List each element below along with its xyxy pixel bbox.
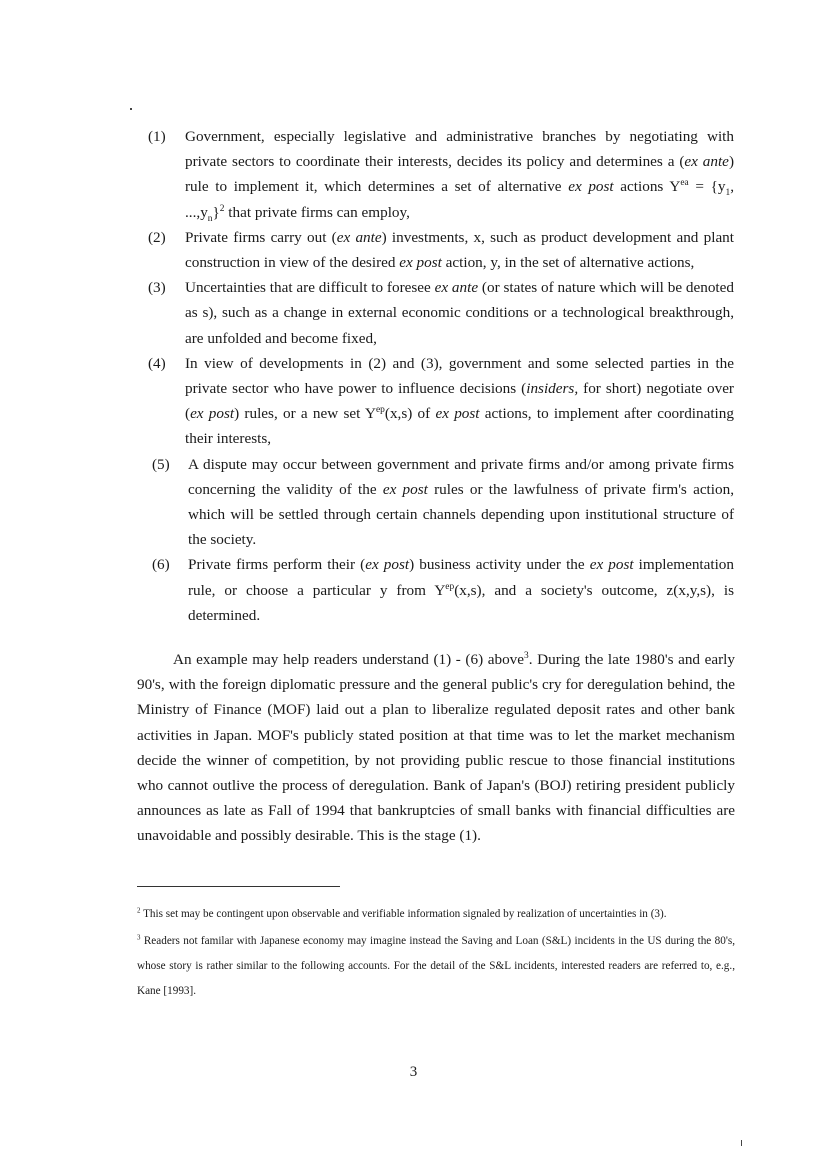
list-item xyxy=(140,124,734,225)
text-run: } xyxy=(212,203,220,221)
text-run: action, y, in the set of alternative actions, xyxy=(441,254,695,272)
footnote-text: This set may be contingent upon observable and verifiable information signaled by realization of uncertainties in (3). xyxy=(140,908,667,920)
text-run: for short) negotiate over ( xyxy=(185,380,734,423)
text-run: In view of developments in (2) and (3), government and some selected parties in the private sector who have power to influence decisions ( xyxy=(185,354,734,398)
scan-speck xyxy=(741,1140,742,1146)
superscript: ep xyxy=(376,405,385,416)
text-run: . During the late 1980's and early 90's, with the foreign diplomatic pressure and the general public's cry for deregulation behind, the Ministry of Finance (MOF) laid out a plan to liberalize regulated deposit rates and other bank activities in Japan. MOF's publicly stated position at that time was to let the market mechanism decide the winner of competition, by not providing public rescue to those financial institutions who cannot outlive the process of deregulation. Bank of Japan's (BOJ) retiring president publicly announces as late as Fall of 1994 that bankruptcies of small banks with financial difficulties are unavoidable and possibly desirable. This is the stage (1). xyxy=(137,651,735,845)
subscript: n xyxy=(207,213,213,224)
scan-speck xyxy=(130,108,132,110)
list-item-number: (4) xyxy=(148,354,166,372)
text-run: Private firms carry out ( xyxy=(185,228,337,246)
italic-term: ex post xyxy=(435,405,480,423)
italic-term: insiders, xyxy=(526,380,579,398)
italic-term: ex ante xyxy=(434,279,479,297)
text-run: implementation rule, or choose a particular y from Y xyxy=(188,556,734,599)
list-item xyxy=(140,552,734,628)
footnote-text: Readers not familar with Japanese economy may imagine instead the Saving and Loan (S&L) incidents in the US during the 80's, whose story is rather similar to the following accounts. For the detail of the S&L incidents, interested readers are referred to, e.g., Kane [1993]. xyxy=(137,935,735,997)
text-run: Government, especially legislative and administrative branches by negotiating with private sectors to coordinate their interests, decides its policy and determines a ( xyxy=(185,128,734,171)
page-number: 3 xyxy=(409,1064,418,1080)
list-item xyxy=(140,452,734,553)
text-run: (or states of nature which will be denoted as s), such as a change in external economic conditions or a technological breakthrough, are unfolded and become fixed, xyxy=(185,279,734,347)
footnote-separator xyxy=(137,886,340,887)
italic-term: ex post xyxy=(190,405,235,423)
list-item xyxy=(140,275,734,351)
text-run: ) rule to implement it, which determines a set of alternative xyxy=(185,153,734,196)
italic-term: ex post xyxy=(365,556,410,574)
footnote-mark: 3 xyxy=(137,933,141,942)
list-item-number: (6) xyxy=(152,556,170,574)
text-run: that private firms can employ, xyxy=(224,203,410,221)
text-run: rules or the lawfulness of private firm's action, which will be settled through certain channels depending upon institutional structure of the society. xyxy=(188,480,734,549)
subscript: 1 xyxy=(725,188,731,199)
superscript: ep xyxy=(445,581,455,592)
footnote xyxy=(137,902,735,927)
numbered-list xyxy=(140,124,734,628)
footnote-mark: 2 xyxy=(137,906,141,915)
text-run: actions, to implement after coordinating their interests, xyxy=(185,405,734,448)
text-run: ) investments, x, such as product development and plant construction in view of the desired xyxy=(185,228,734,272)
text-run: , ...,y xyxy=(185,178,734,221)
text-run: A dispute may occur between government and private firms and/or among private firms concerning the validity of the xyxy=(188,455,734,498)
italic-term: ex post xyxy=(382,480,428,498)
text-run: ) rules, or a new set Y xyxy=(234,405,376,423)
italic-term: ex post xyxy=(399,254,442,272)
list-item xyxy=(140,225,734,275)
list-item-number: (3) xyxy=(148,279,166,297)
list-item xyxy=(140,351,734,452)
text-run: Private firms perform their ( xyxy=(188,556,366,574)
superscript: ea xyxy=(680,178,689,189)
italic-term: ex post xyxy=(568,178,614,196)
body-paragraph xyxy=(137,647,735,849)
list-item-number: (2) xyxy=(148,228,166,246)
italic-term: ex ante xyxy=(336,228,382,246)
footnote xyxy=(137,929,735,1004)
text-run: ) business activity under the xyxy=(409,556,590,574)
italic-term: ex post xyxy=(589,556,634,574)
list-item-number: (1) xyxy=(148,128,166,145)
footnote-ref: 3 xyxy=(524,650,529,661)
italic-term: ex ante xyxy=(684,153,729,171)
footnote-ref: 2 xyxy=(219,203,225,214)
text-run: actions Y xyxy=(613,178,681,196)
text-run: (x,s), and a society's outcome, z(x,y,s), is determined. xyxy=(188,581,734,624)
text-run: Uncertainties that are difficult to foresee xyxy=(185,279,435,297)
text-run: (x,s) of xyxy=(384,405,436,423)
text-run: = {y xyxy=(688,178,726,196)
text-run: An example may help readers understand (1) - (6) above xyxy=(173,651,525,668)
list-item-number: (5) xyxy=(152,455,170,473)
footnotes xyxy=(137,902,735,1006)
